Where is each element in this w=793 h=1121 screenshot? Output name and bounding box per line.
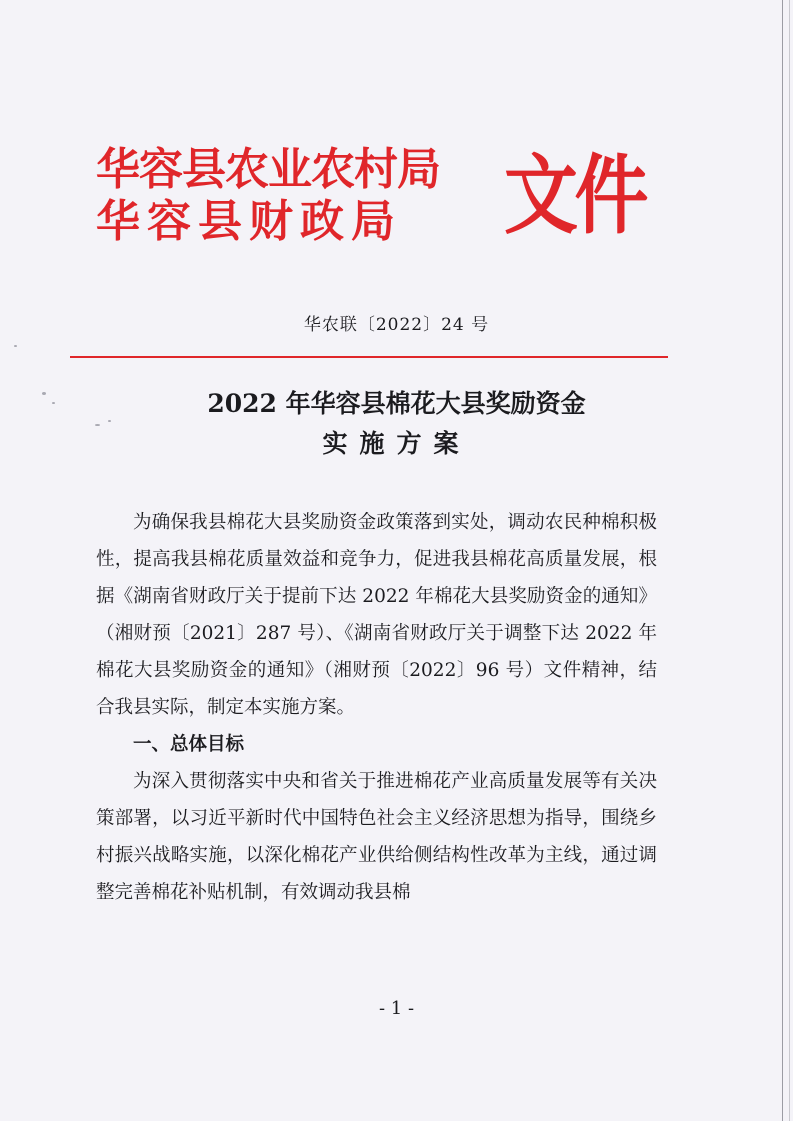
header-divider [70,356,668,358]
document-header [96,138,656,268]
document-title-line-1: 2022 年华容县棉花大县奖励资金 [207,389,586,418]
issuing-org-agriculture: 华容县农业农村局 [96,144,440,195]
section-paragraph: 为深入贯彻落实中央和省关于推进棉花产业高质量发展等有关决策部署，以习近平新时代中国特色社会主义经济思想为指导，围绕乡村振兴战略实施，以深化棉花产业供给侧结构性改革为主线，通过调整完善棉花补贴机制，有效调动我县棉 [96,771,657,903]
document-title-line-2: 实施方案 [322,429,471,458]
issuing-org-finance: 华容县财政局 [96,196,402,247]
document-number: 华农联〔2022〕24 号 [303,315,490,335]
intro-paragraph: 为确保我县棉花大县奖励资金政策落到实处，调动农民种棉积极性，提高我县棉花质量效益和竞争力，促进我县棉花高质量发展，根据《湖南省财政厅关于提前下达 2022 年棉花大县奖励资金的通知》（湘财预〔2021〕287 号）、《湖南省财政厅关于调整下达 2022 年棉花大县奖励资金的通知》（湘财预〔2022〕96 号）文件精神，结合我县实际，制定本实施方案。 [96,512,657,718]
scan-page-edge [789,0,790,1121]
document-body [96,504,657,911]
scan-speck [14,345,17,347]
page-number: - 1 - [378,998,415,1019]
document-type-label: 文件 [504,146,646,246]
scan-speck [95,424,100,426]
section-heading: 一、总体目标 [133,734,245,755]
scan-page-edge [782,0,783,1121]
